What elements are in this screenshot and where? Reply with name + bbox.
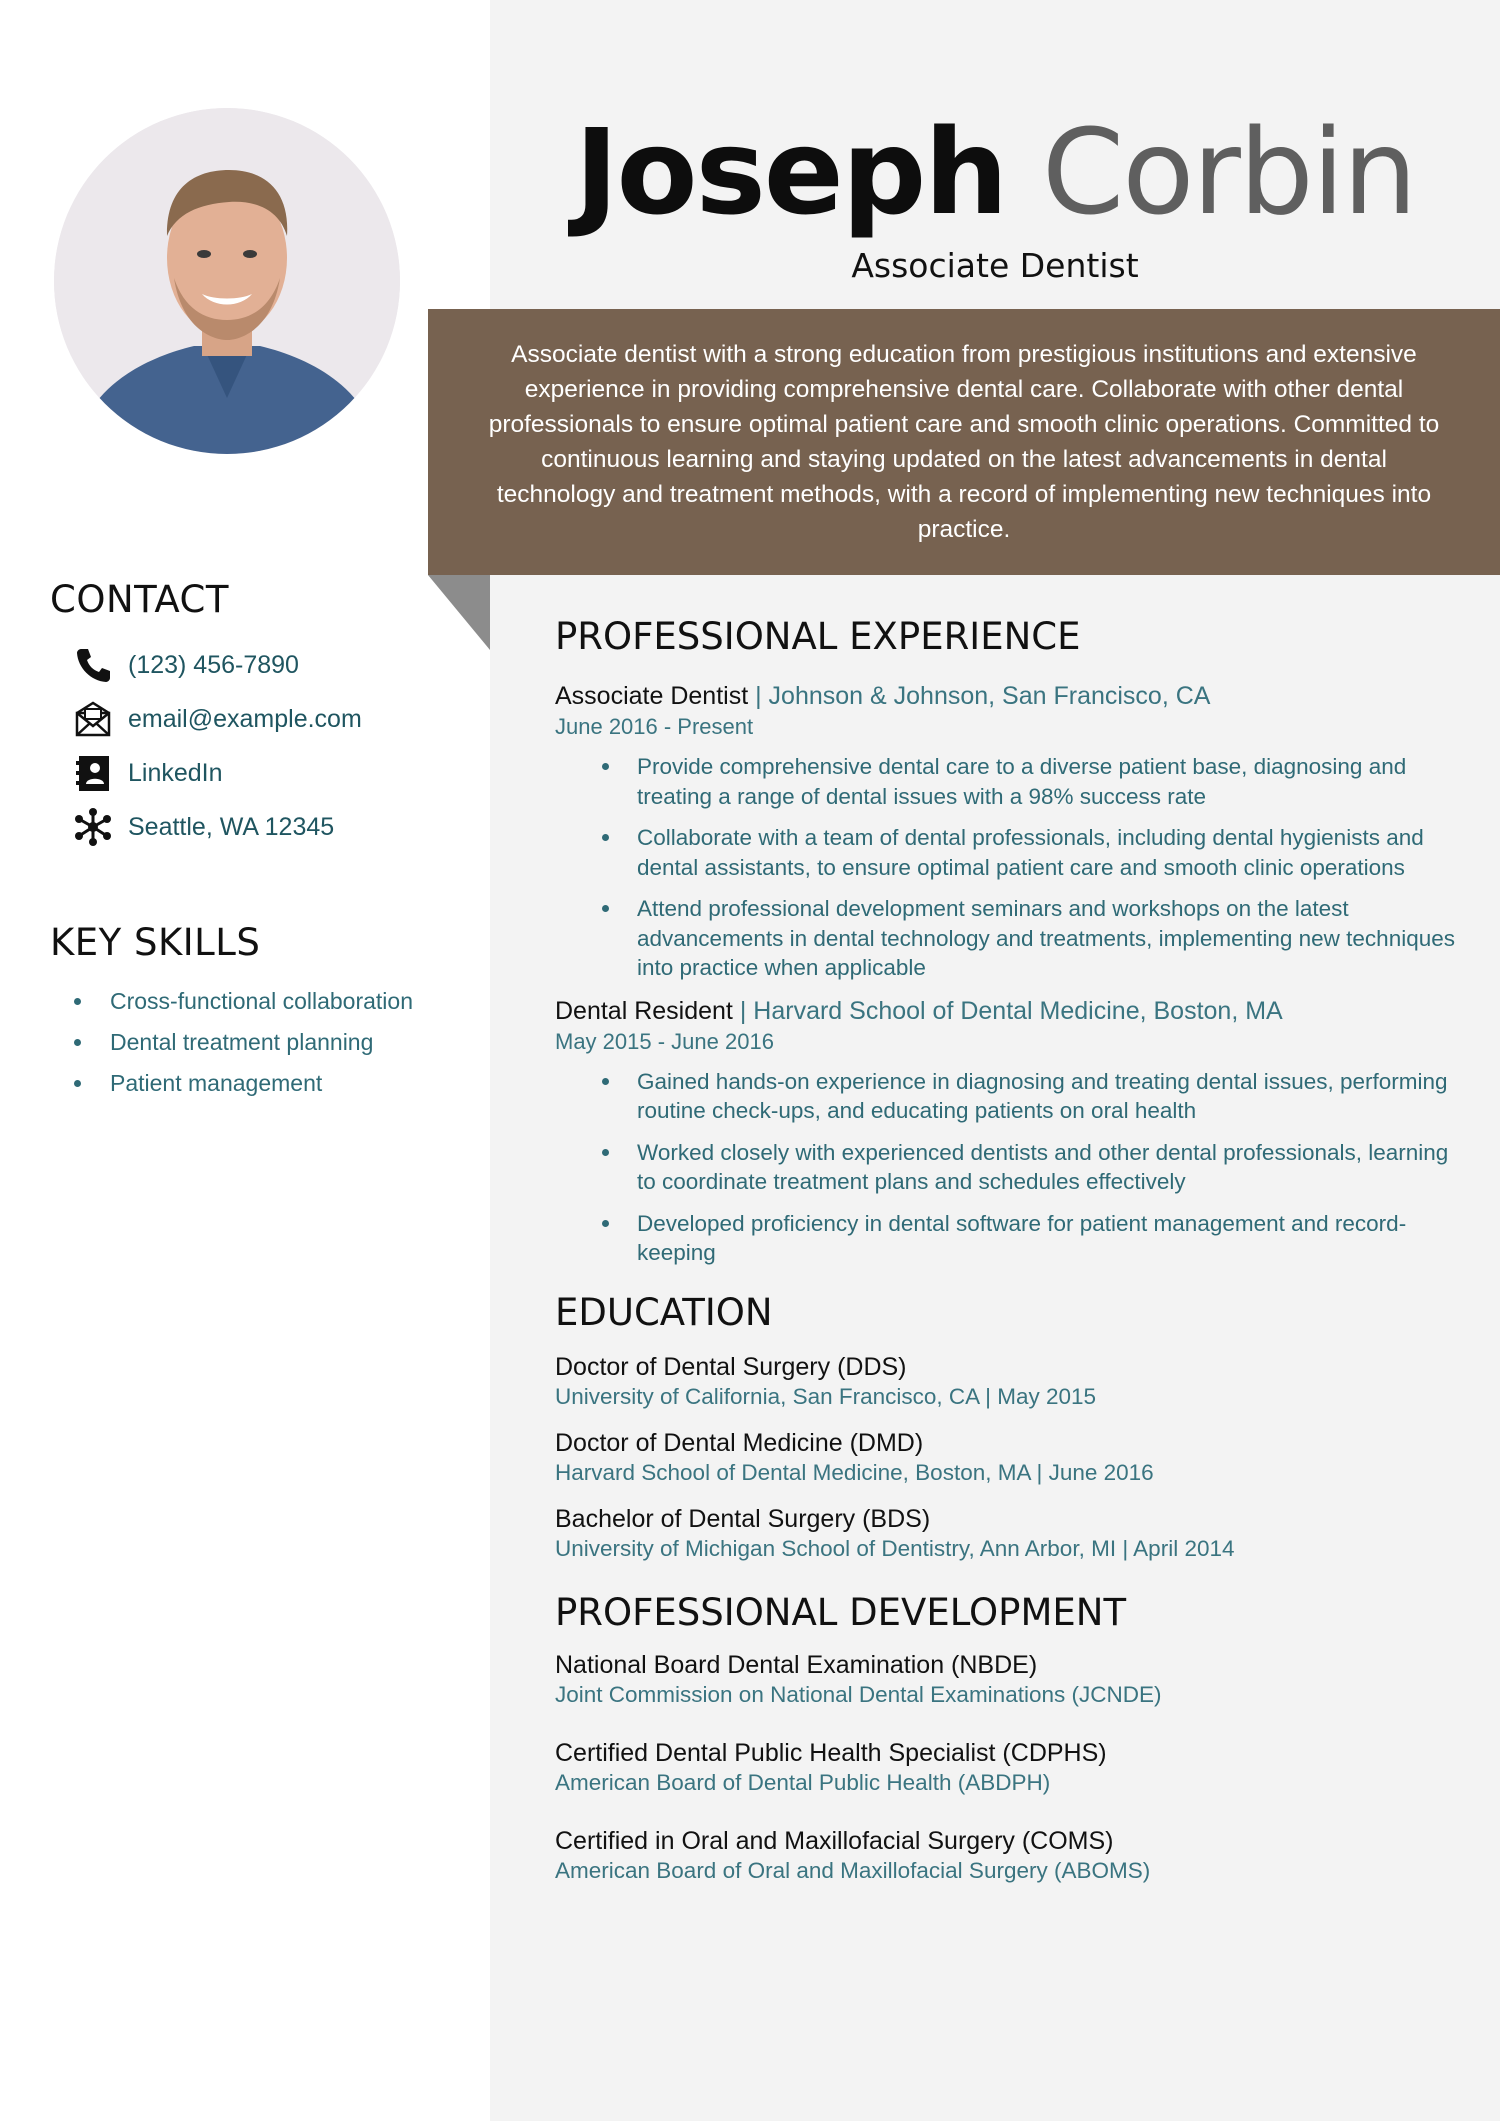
certification-issuer: Joint Commission on National Dental Examinations (JCNDE): [555, 1681, 1162, 1707]
education-entry: [555, 1352, 1455, 1412]
job-dates: May 2015 - June 2016: [555, 1028, 774, 1054]
ribbon-fold-shape: [428, 575, 490, 650]
skill-item: Dental treatment planning: [72, 1027, 413, 1068]
job-separator: |: [739, 996, 747, 1025]
summary-band: [428, 309, 1500, 575]
certification-issuer: American Board of Oral and Maxillofacial Surgery (ABOMS): [555, 1857, 1151, 1883]
contact-email-text: email@example.com: [128, 704, 362, 733]
job-organization: Johnson & Johnson, San Francisco, CA: [768, 682, 1211, 710]
development-heading: PROFESSIONAL DEVELOPMENT: [555, 1590, 1127, 1634]
job-bullets: [600, 1067, 1455, 1268]
job-header: [555, 995, 1455, 1027]
contact-heading: CONTACT: [50, 578, 229, 621]
job-title: Associate Dentist: [851, 246, 1139, 285]
job-role: Associate Dentist: [555, 682, 749, 710]
job-bullet: Provide comprehensive dental care to a diverse patient base, diagnosing and treating a range of dental issues with a 98% success rate: [600, 752, 1455, 811]
job-entry: [555, 995, 1455, 1268]
main-content: [555, 614, 1455, 1914]
job-role: Dental Resident: [555, 996, 733, 1025]
job-bullets: [600, 752, 1455, 983]
degree-title: Doctor of Dental Surgery (DDS): [555, 1352, 907, 1381]
person-portrait-icon: [54, 108, 400, 454]
job-separator: |: [755, 682, 762, 710]
candidate-name: [490, 103, 1500, 241]
certification-title: Certified Dental Public Health Specialist (CDPHS): [555, 1738, 1107, 1767]
education-section: [555, 1290, 1455, 1564]
key-skills-heading: KEY SKILLS: [50, 921, 261, 964]
education-heading: EDUCATION: [555, 1290, 773, 1334]
job-dates: June 2016 - Present: [555, 714, 754, 739]
job-bullet: Developed proficiency in dental software for patient management and record-keeping: [600, 1209, 1455, 1268]
contact-email[interactable]: [70, 692, 362, 746]
education-entry: [555, 1428, 1455, 1488]
job-bullet: Collaborate with a team of dental professionals, including dental hygienists and dental assistants, to ensure optimal patient care and smooth clinic operations: [600, 823, 1455, 882]
development-entry: [555, 1738, 1455, 1798]
education-entry: [555, 1504, 1455, 1564]
job-bullet: Worked closely with experienced dentists and other dental professionals, learning to coordinate treatment plans and schedules effectively: [600, 1138, 1455, 1197]
phone-icon: [70, 642, 116, 688]
development-entry: [555, 1650, 1455, 1710]
job-organization: Harvard School of Dental Medicine, Boston, MA: [753, 996, 1283, 1025]
development-section: [555, 1590, 1455, 1886]
envelope-icon: [70, 696, 116, 742]
profile-photo: [54, 108, 400, 454]
summary-text: Associate dentist with a strong education from prestigious institutions and extensive experience in providing comprehensive dental care. Collaborate with other dental professionals to ensure optimal patient care and smooth clinic operations. Committed to continuous learning and staying updated on the latest advancements in dental technology and treatment methods, with a record of implementing new techniques into practice.: [488, 341, 1440, 543]
degree-school: University of California, San Francisco, CA | May 2015: [555, 1383, 1097, 1409]
job-bullet: Attend professional development seminars and workshops on the latest advancements in dental technology and treatments, implementing new techniques into practice when applicable: [600, 894, 1455, 983]
degree-school: Harvard School of Dental Medicine, Boston, MA | June 2016: [555, 1459, 1154, 1485]
experience-heading: PROFESSIONAL EXPERIENCE: [555, 615, 1081, 658]
contact-phone[interactable]: [70, 638, 362, 692]
last-name: Corbin: [1041, 103, 1416, 241]
experience-section: [555, 614, 1455, 1268]
job-header: [555, 680, 1455, 712]
first-name: Joseph: [574, 103, 1007, 241]
certification-title: National Board Dental Examination (NBDE): [555, 1650, 1038, 1679]
certification-issuer: American Board of Dental Public Health (ABDPH): [555, 1769, 1051, 1795]
skill-item: Cross-functional collaboration: [72, 986, 413, 1027]
network-icon: [70, 804, 116, 850]
sidebar: [0, 0, 490, 2121]
skills-list: [72, 986, 413, 1109]
contact-list: [70, 638, 362, 854]
job-bullet: Gained hands-on experience in diagnosing and treating dental issues, performing routine check-ups, and educating patients on oral health: [600, 1067, 1455, 1126]
contact-location[interactable]: [70, 800, 362, 854]
contact-card-icon: [70, 750, 116, 796]
development-entry: [555, 1826, 1455, 1886]
degree-title: Bachelor of Dental Surgery (BDS): [555, 1504, 931, 1533]
contact-linkedin[interactable]: [70, 746, 362, 800]
contact-linkedin-text: LinkedIn: [128, 758, 223, 787]
skill-item: Patient management: [72, 1068, 413, 1109]
contact-phone-text: (123) 456-7890: [128, 650, 299, 679]
certification-title: Certified in Oral and Maxillofacial Surgery (COMS): [555, 1826, 1114, 1855]
job-entry: [555, 680, 1455, 983]
degree-school: University of Michigan School of Dentistry, Ann Arbor, MI | April 2014: [555, 1535, 1235, 1561]
contact-location-text: Seattle, WA 12345: [128, 812, 335, 841]
degree-title: Doctor of Dental Medicine (DMD): [555, 1428, 924, 1457]
